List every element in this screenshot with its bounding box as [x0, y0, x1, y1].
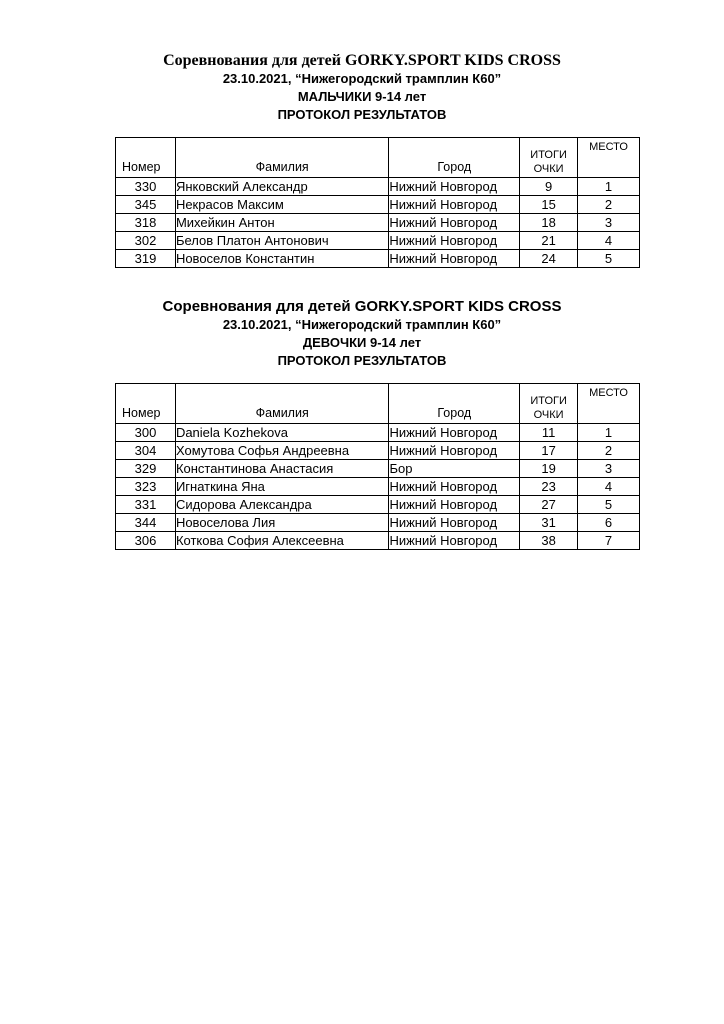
cell-points: 31 [520, 514, 578, 532]
cell-place: 1 [578, 424, 640, 442]
cell-number: 304 [116, 442, 176, 460]
boys-results-table [115, 137, 640, 268]
table-row [116, 478, 640, 496]
cell-points: 23 [520, 478, 578, 496]
cell-number: 345 [116, 196, 176, 214]
cell-name: Сидорова Александра [175, 496, 389, 514]
cell-place: 2 [578, 442, 640, 460]
cell-place: 6 [578, 514, 640, 532]
cell-number: 329 [116, 460, 176, 478]
cell-place: 2 [578, 196, 640, 214]
table-row [116, 178, 640, 196]
header-city: Город [389, 384, 520, 424]
header-number: Номер [116, 138, 176, 178]
boys-title: Соревнования для детей GORKY.SPORT KIDS CROSS [163, 52, 561, 69]
girls-category: ДЕВОЧКИ 9-14 лет [302, 335, 422, 350]
cell-city: Нижний Новгород [389, 178, 520, 196]
header-city: Город [389, 138, 520, 178]
cell-city: Нижний Новгород [389, 532, 520, 550]
table-row [116, 496, 640, 514]
table-row [116, 424, 640, 442]
table-header-row [116, 138, 640, 178]
header-points-line1: ИТОГИ [530, 395, 567, 407]
cell-points: 24 [520, 250, 578, 268]
table-row [116, 232, 640, 250]
cell-number: 318 [116, 214, 176, 232]
header-points [520, 138, 578, 178]
header-name: Фамилия [175, 138, 388, 178]
table-row [116, 532, 640, 550]
table-header-row [116, 384, 640, 424]
boys-heading [0, 52, 724, 124]
cell-number: 331 [116, 496, 176, 514]
cell-place: 1 [578, 178, 640, 196]
boys-date-line: 23.10.2021, “Нижегородский трамплин К60” [222, 71, 502, 86]
cell-number: 306 [116, 532, 176, 550]
cell-number: 319 [116, 250, 176, 268]
cell-city: Нижний Новгород [389, 232, 520, 250]
cell-place: 5 [578, 250, 640, 268]
cell-city: Нижний Новгород [389, 478, 520, 496]
cell-number: 344 [116, 514, 176, 532]
cell-place: 5 [578, 496, 640, 514]
girls-date-line: 23.10.2021, “Нижегородский трамплин К60” [222, 317, 502, 332]
header-place: МЕСТО [578, 138, 640, 178]
table-row [116, 442, 640, 460]
cell-city: Нижний Новгород [389, 442, 520, 460]
cell-number: 330 [116, 178, 176, 196]
table-row [116, 250, 640, 268]
header-place: МЕСТО [578, 384, 640, 424]
cell-number: 323 [116, 478, 176, 496]
cell-points: 15 [520, 196, 578, 214]
girls-results-table [115, 383, 640, 550]
cell-number: 300 [116, 424, 176, 442]
cell-points: 27 [520, 496, 578, 514]
cell-points: 19 [520, 460, 578, 478]
table-row [116, 214, 640, 232]
cell-name: Некрасов Максим [175, 196, 388, 214]
boys-protocol: ПРОТОКОЛ РЕЗУЛЬТАТОВ [277, 107, 447, 122]
cell-name: Белов Платон Антонович [175, 232, 388, 250]
cell-city: Нижний Новгород [389, 424, 520, 442]
cell-name: Константинова Анастасия [175, 460, 389, 478]
cell-number: 302 [116, 232, 176, 250]
cell-points: 18 [520, 214, 578, 232]
table-row [116, 196, 640, 214]
cell-city: Нижний Новгород [389, 196, 520, 214]
boys-category: МАЛЬЧИКИ 9-14 лет [297, 89, 427, 104]
cell-place: 3 [578, 460, 640, 478]
header-points [520, 384, 578, 424]
cell-city: Нижний Новгород [389, 496, 520, 514]
cell-place: 4 [578, 232, 640, 250]
cell-city: Нижний Новгород [389, 514, 520, 532]
girls-title: Соревнования для детей GORKY.SPORT KIDS CROSS [162, 298, 562, 315]
cell-name: Коткова София Алексеевна [175, 532, 389, 550]
table-row [116, 460, 640, 478]
cell-name: Игнаткина Яна [175, 478, 389, 496]
header-name: Фамилия [175, 384, 389, 424]
table-row [116, 514, 640, 532]
cell-place: 3 [578, 214, 640, 232]
header-points-line2: ОЧКИ [533, 163, 564, 175]
cell-city: Нижний Новгород [389, 214, 520, 232]
cell-name: Янковский Александр [175, 178, 388, 196]
cell-name: Михейкин Антон [175, 214, 388, 232]
cell-points: 21 [520, 232, 578, 250]
cell-city: Бор [389, 460, 520, 478]
header-number: Номер [116, 384, 176, 424]
header-points-line1: ИТОГИ [530, 149, 567, 161]
girls-protocol: ПРОТОКОЛ РЕЗУЛЬТАТОВ [277, 353, 447, 368]
cell-name: Новоселова Лия [175, 514, 389, 532]
cell-name: Daniela Kozhekova [175, 424, 389, 442]
cell-place: 4 [578, 478, 640, 496]
cell-name: Новоселов Константин [175, 250, 388, 268]
cell-place: 7 [578, 532, 640, 550]
cell-points: 9 [520, 178, 578, 196]
cell-city: Нижний Новгород [389, 250, 520, 268]
cell-points: 11 [520, 424, 578, 442]
cell-name: Хомутова Софья Андреевна [175, 442, 389, 460]
cell-points: 38 [520, 532, 578, 550]
girls-heading [0, 298, 724, 370]
header-points-line2: ОЧКИ [533, 409, 564, 421]
cell-points: 17 [520, 442, 578, 460]
